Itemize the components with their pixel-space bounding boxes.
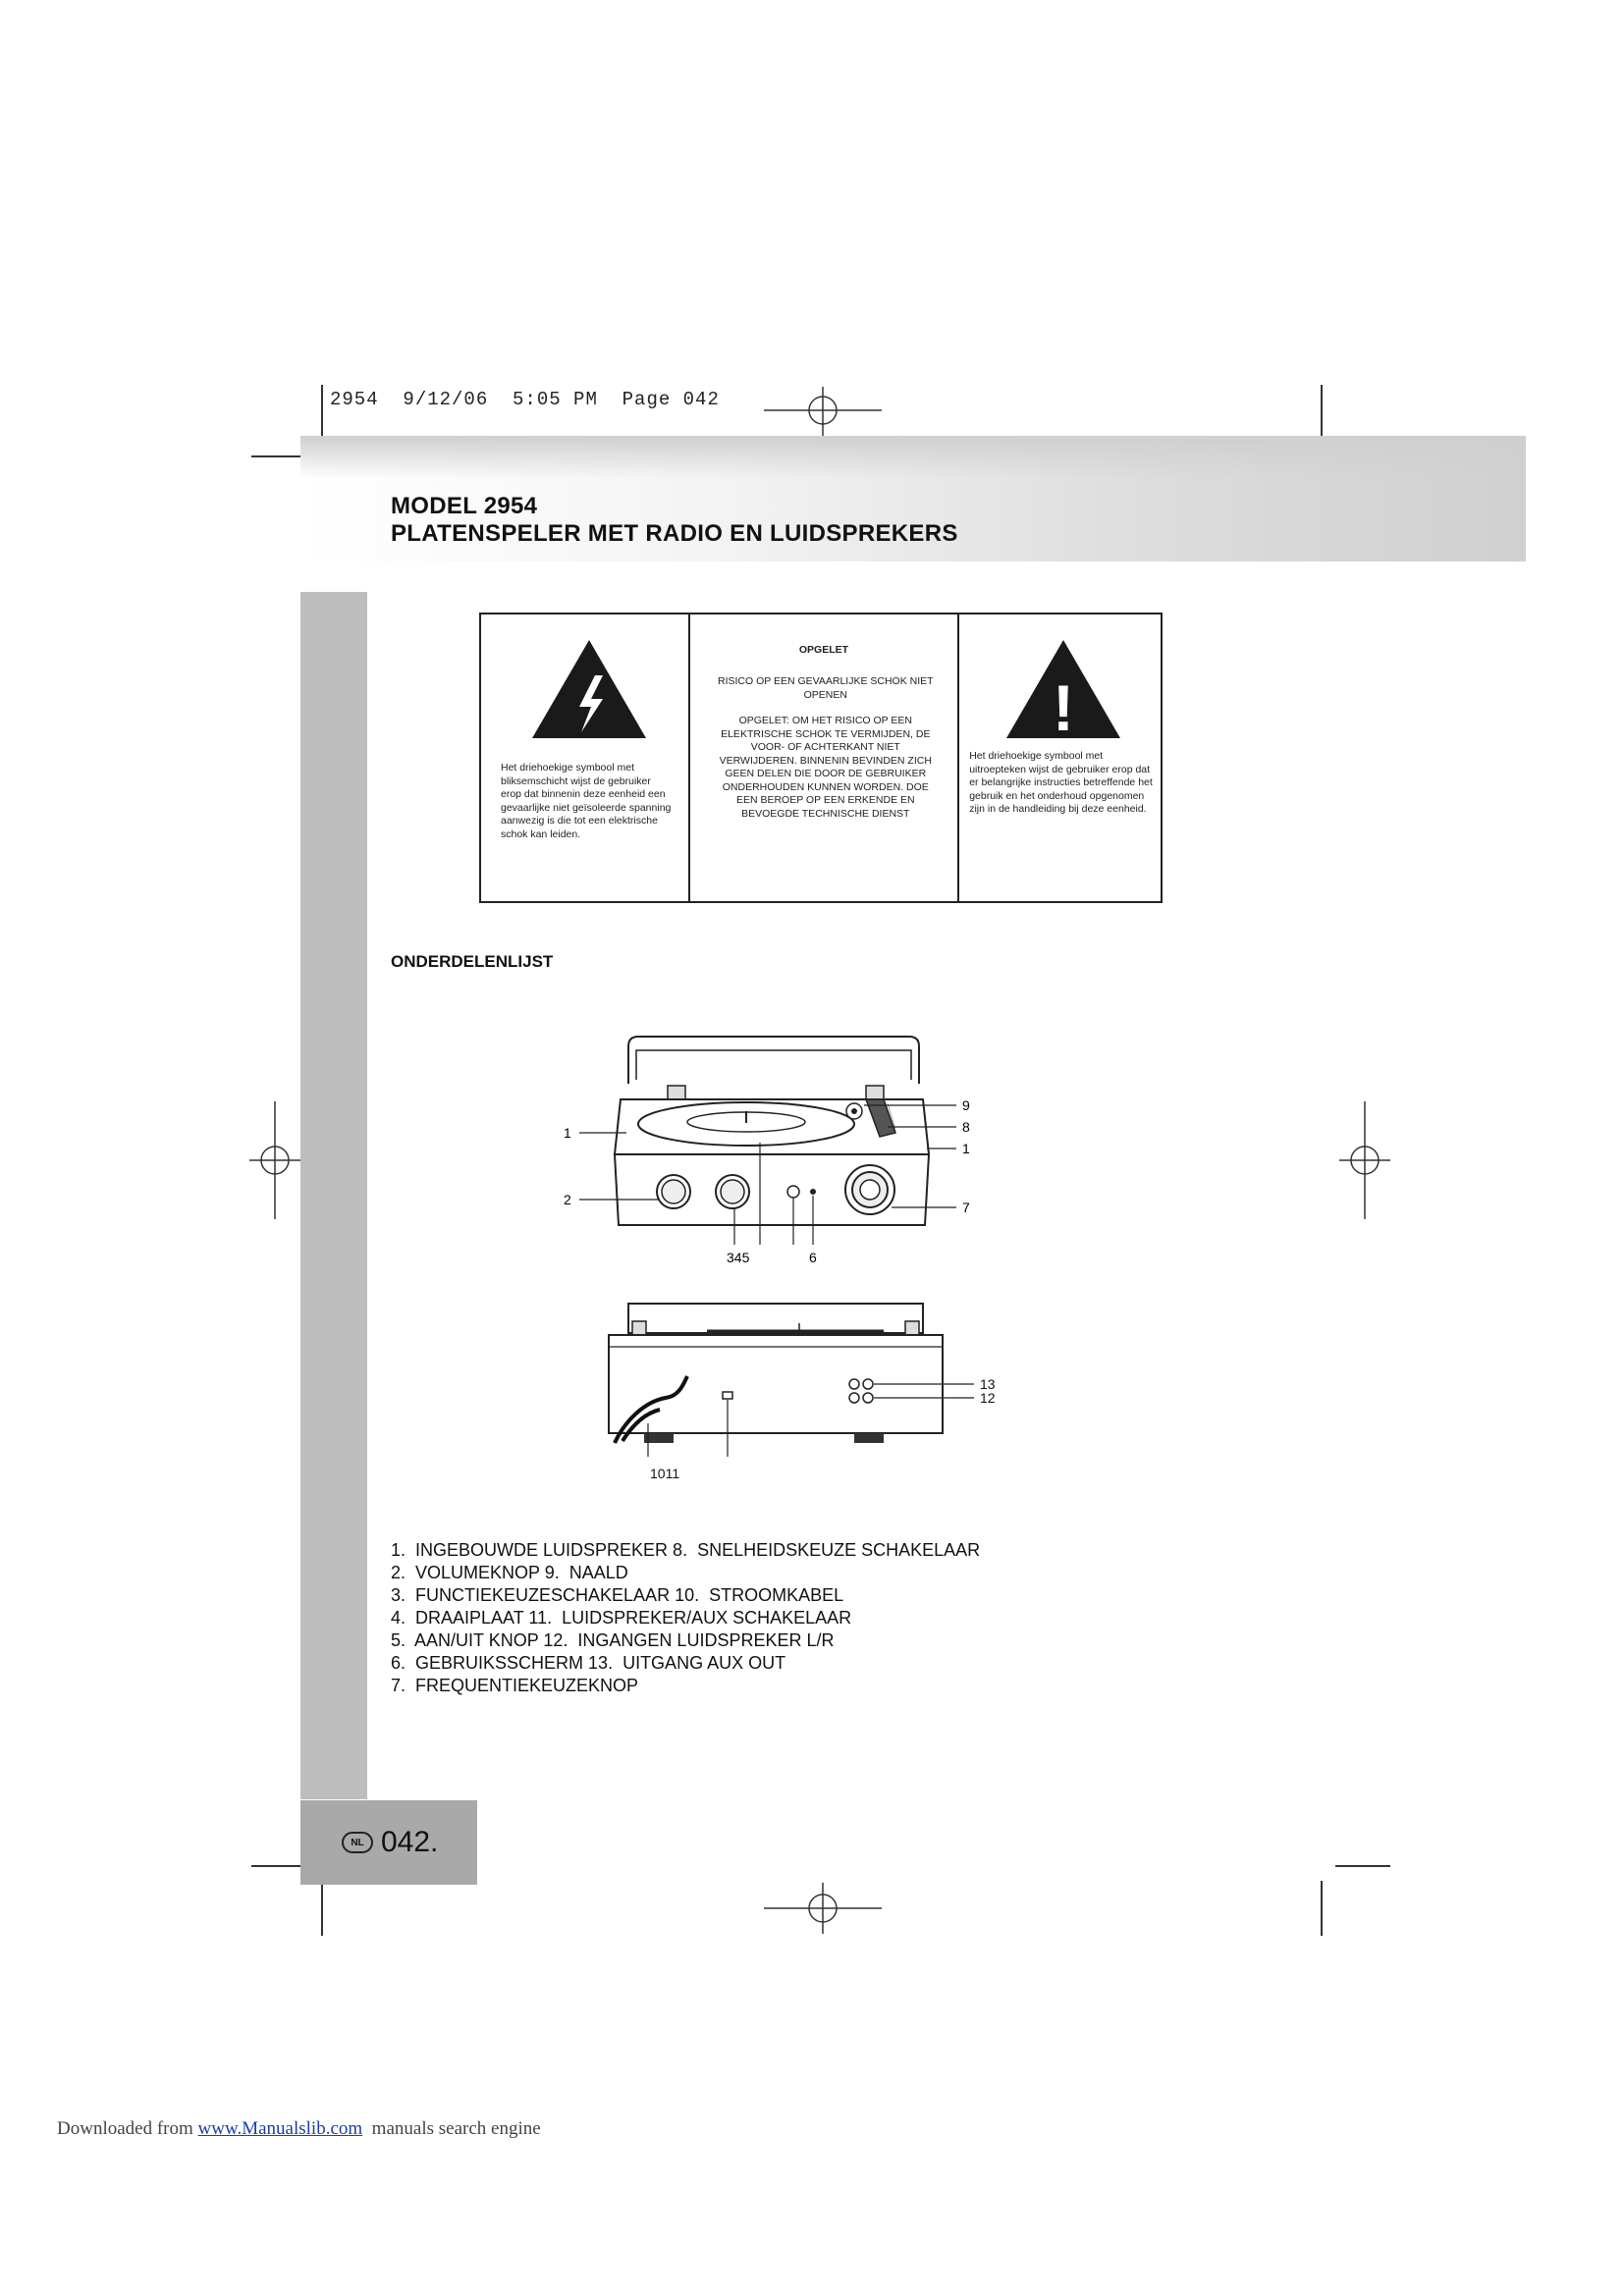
callout-label: 9 [962,1097,970,1113]
turntable-front-diagram [550,1031,1001,1276]
callout-label: 345 [727,1250,750,1265]
crop-mark [251,455,306,457]
callout-label: 7 [962,1200,970,1215]
crop-mark [1321,385,1323,440]
caution-line: RISICO OP EEN GEVAARLIJKE SCHOK NIET OPENEN [717,675,934,701]
print-slug: 2954 9/12/06 5:05 PM Page 042 [330,389,720,410]
lightning-warning-text: Het driehoekige symbool met bliksemschicht wijst de gebruiker erop dat binnenin deze eenheid een gevaarlijke niet geïsoleerde spanning aanwezig is die tot een elektrische schok kan leiden. [501,762,672,840]
callout-label: 12 [980,1390,996,1406]
section-heading: ONDERDELENLIJST [391,952,554,971]
header-band-shade [300,436,1526,479]
registration-mark-bottom [762,1881,884,1936]
list-item: 6. GEBRUIKSSCHERM 13. UITGANG AUX OUT [391,1653,786,1673]
callout-label: 8 [962,1119,970,1135]
callout-label: 6 [809,1250,817,1265]
callout-label: 2 [564,1192,571,1207]
warning-cell-exclamation [957,614,1161,901]
language-badge: NL [342,1832,373,1853]
crop-mark [321,385,323,440]
exclamation-warning-icon [1004,638,1122,740]
crop-mark [1321,1881,1323,1936]
registration-mark-left [247,1099,302,1221]
list-item: 3. FUNCTIEKEUZESCHAKELAAR 10. STROOMKABEL [391,1585,844,1605]
crop-mark [1335,1865,1390,1867]
model-title: MODEL 2954 [391,493,538,519]
safety-warning-box [479,613,1163,903]
list-item: 4. DRAAIPLAAT 11. LUIDSPREKER/AUX SCHAKELAAR [391,1608,852,1628]
footer-prefix: Downloaded from [57,2118,198,2139]
svg-text:!: ! [1053,671,1075,740]
parts-list [391,1539,980,1697]
caution-text: OPGELET: OM HET RISICO OP EEN ELEKTRISCHE SCHOK TE VERMIJDEN, DE VOOR- OF ACHTERKANT NIET VERWIJDEREN. BINNENIN BEVINDEN ZICH GEEN DELEN DIE DOOR DE GEBRUIKER ONDERHOUDEN KUNNEN WORDEN. DOE EEN BEROEP OP EEN ERKENDE EN BEVOEGDE TECHNISCHE DIENST [719,715,932,820]
callout-label: 13 [980,1376,996,1392]
caution-title: OPGELET [798,644,849,656]
list-item: 1. INGEBOUWDE LUIDSPREKER 8. SNELHEIDSKEUZE SCHAKELAAR [391,1540,981,1560]
turntable-back-diagram [589,1296,1001,1492]
lightning-warning-icon [530,638,648,740]
list-item: 7. FREQUENTIEKEUZEKNOP [391,1676,639,1695]
page-number: 042. [381,1826,439,1858]
list-item: 5. AAN/UIT KNOP 12. INGANGEN LUIDSPREKER L/R [391,1630,835,1650]
exclamation-warning-text: Het driehoekige symbool met uitroepteken wijst de gebruiker erop dat er belangrijke instructies betreffende het gebruik en het onderhoud opgenomen zijn in de handleiding bij deze eenheid. [969,750,1153,815]
warning-cell-lightning [481,614,688,901]
registration-mark-top [762,385,884,440]
page-tab [300,1800,477,1885]
callout-label: 1 [962,1141,970,1156]
crop-mark [251,1865,306,1867]
manualslib-link[interactable]: www.Manualslib.com [197,2118,363,2139]
list-item: 2. VOLUMEKNOP 9. NAALD [391,1563,628,1582]
callout-label: 1011 [650,1466,680,1481]
callout-label: 1 [564,1125,571,1141]
download-footer [57,2118,541,2140]
registration-mark-right [1337,1099,1392,1221]
side-bar [300,592,367,1799]
product-title: PLATENSPELER MET RADIO EN LUIDSPREKERS [391,520,958,547]
crop-mark [321,1881,323,1936]
warning-cell-caution [688,614,957,901]
footer-suffix: manuals search engine [362,2118,541,2139]
